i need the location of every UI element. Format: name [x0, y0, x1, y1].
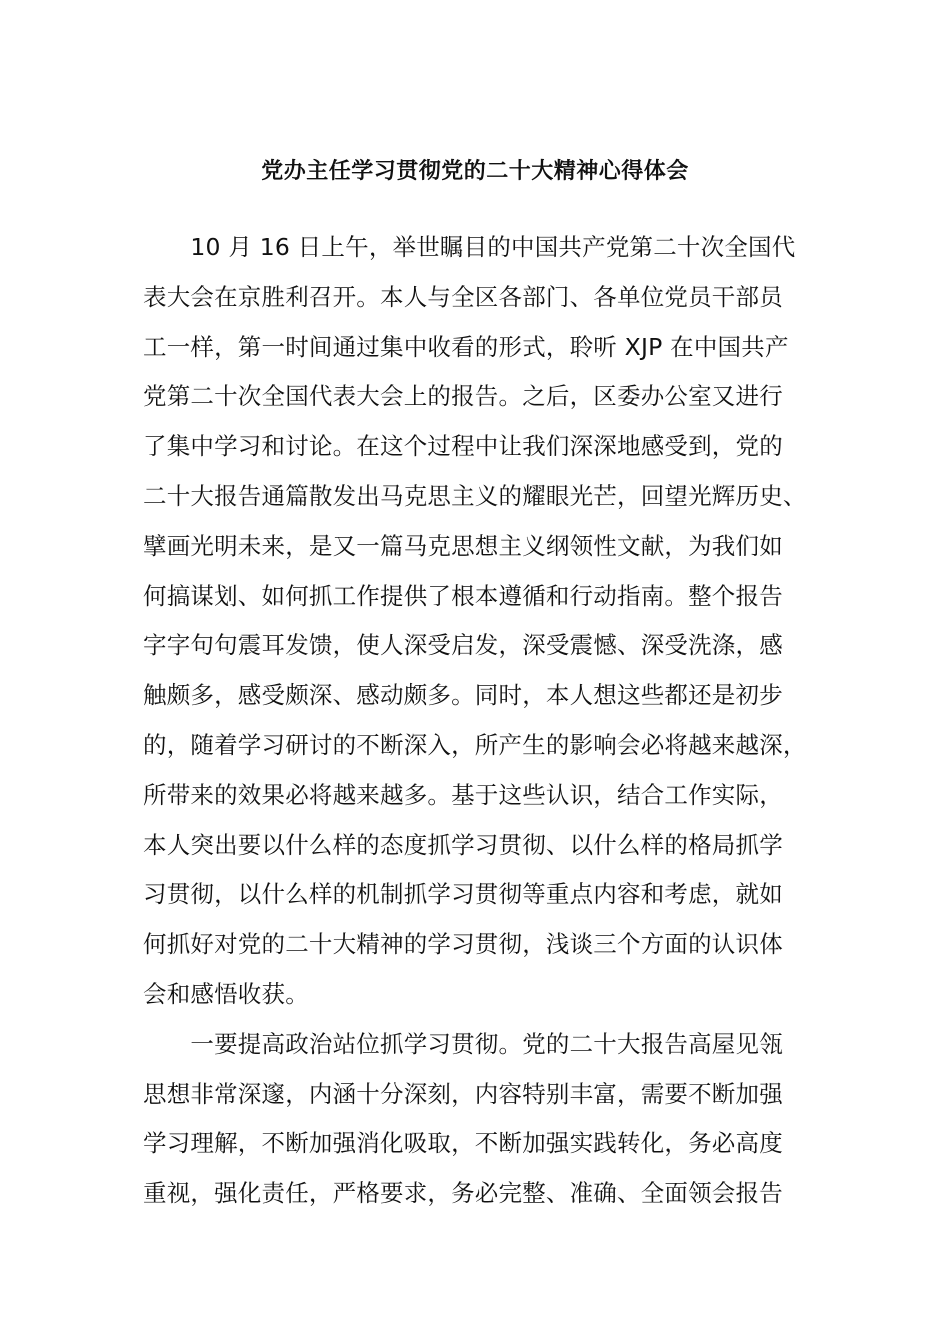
text-line: 所带来的效果必将越来越多。基于这些认识，结合工作实际，	[143, 780, 783, 809]
text-line: 党第二十次全国代表大会上的报告。之后，区委办公室又进行	[143, 382, 783, 411]
text-line: 一要提高政治站位抓学习贯彻。党的二十大报告高屋见瓴	[143, 1029, 783, 1058]
text-line: 会和感悟收获。	[143, 979, 309, 1008]
text-line: 的，随着学习研讨的不断深入，所产生的影响会必将越来越深，	[143, 730, 807, 759]
text-line: 学习理解，不断加强消化吸取，不断加强实践转化，务必高度	[143, 1129, 783, 1158]
text-line: 擘画光明未来，是又一篇马克思想主义纲领性文献，为我们如	[143, 531, 783, 560]
text-line: 二十大报告通篇散发出马克思主义的耀眼光芒，回望光辉历史、	[143, 481, 807, 510]
document-body	[143, 226, 823, 1222]
text-line: 10 月 16 日上午，举世瞩目的中国共产党第二十次全国代	[143, 233, 796, 261]
text-line: 表大会在京胜利召开。本人与全区各部门、各单位党员干部员	[143, 282, 783, 311]
text-line: 重视，强化责任，严格要求，务必完整、准确、全面领会报告	[143, 1179, 783, 1208]
text-line: 字字句句震耳发馈，使人深受启发，深受震憾、深受洗涤，感	[143, 631, 783, 660]
text-line: 何抓好对党的二十大精神的学习贯彻，浅谈三个方面的认识体	[143, 930, 783, 959]
text-line: 何搞谋划、如何抓工作提供了根本遵循和行动指南。整个报告	[143, 581, 783, 610]
text-line: 了集中学习和讨论。在这个过程中让我们深深地感受到，党的	[143, 432, 783, 461]
text-line: 思想非常深邃，内涵十分深刻，内容特别丰富，需要不断加强	[143, 1079, 783, 1108]
text-line: 触颇多，感受颇深、感动颇多。同时，本人想这些都还是初步	[143, 681, 783, 710]
text-line: 本人突出要以什么样的态度抓学习贯彻、以什么样的格局抓学	[143, 830, 783, 859]
text-line: 习贯彻，以什么样的机制抓学习贯彻等重点内容和考虑，就如	[143, 880, 783, 909]
document-title: 党办主任学习贯彻党的二十大精神心得体会	[261, 159, 689, 184]
text-line: 工一样，第一时间通过集中收看的形式，聆听 XJP 在中国共产	[143, 332, 789, 361]
